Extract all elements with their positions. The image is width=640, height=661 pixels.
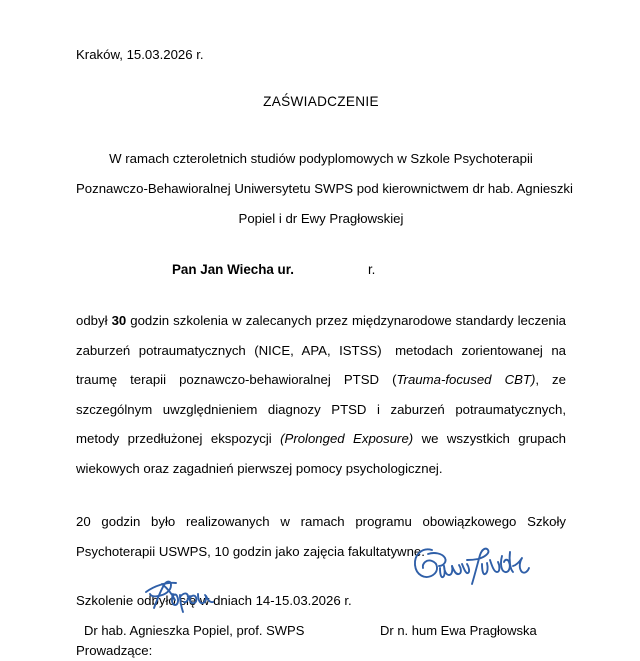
- document-body: [76, 0, 573, 661]
- paragraph-training-details: [76, 306, 566, 483]
- intro-line-1: W ramach czteroletnich studiów podyplomowych w Szkole Psychoterapii: [109, 151, 533, 166]
- para1-italic-cbt: Trauma-focused CBT): [396, 372, 536, 387]
- year-suffix: r.: [367, 262, 376, 277]
- para1-segment-1: odbył: [76, 313, 112, 328]
- para1-segment-3: metodach zorientowanej na traumę terapii poznawczo-behawioralnej PTSD (: [76, 342, 566, 387]
- para1-segment-4: , ze szczególnym uwzględnieniem diagnozy PTSD i zaburzeń potraumatycznych, metody przedłużonej ekspozycji: [76, 372, 566, 446]
- para1-hours-bold: 30: [111, 313, 127, 328]
- paragraph-hours-breakdown: 20 godzin było realizowanych w ramach programu obowiązkowego Szkoły Psychoterapii USWPS, 10 godzin jako zajęcia fakultatywne.: [76, 514, 566, 559]
- para1-segment-5: we wszystkich grupach wiekowych oraz zagadnień pierwszej pomocy psychologicznej.: [76, 431, 566, 476]
- recipient-line: [76, 260, 566, 280]
- para1-segment-2: godzin szkolenia w zalecanych przez międzynarodowe standardy leczenia zaburzeń potraumatycznych (NICE, APA, ISTSS): [76, 313, 566, 358]
- place-and-date: Kraków, 15.03.2026 r.: [76, 47, 204, 62]
- caption-praglowska: Dr n. hum Ewa Pragłowska: [380, 623, 537, 638]
- intro-line-3: Popiel i dr Ewy Pragłowskiej: [238, 211, 404, 226]
- document-title: ZAŚWIADCZENIE: [263, 94, 379, 109]
- intro-line-2: Poznawczo-Behawioralnej Uniwersytetu SWPS pod kierownictwem dr hab. Agnieszki: [76, 181, 573, 196]
- para1-italic-prolonged-exposure: (Prolonged Exposure): [280, 431, 414, 446]
- caption-popiel: Dr hab. Agnieszka Popiel, prof. SWPS: [84, 623, 305, 638]
- recipient-name: Pan Jan Wiecha ur.: [172, 262, 294, 277]
- intro-paragraph: [76, 144, 573, 234]
- leads-label: Prowadzące:: [76, 643, 153, 658]
- training-dates-line: Szkolenie odbyło się w dniach 14-15.03.2026 r.: [76, 593, 352, 608]
